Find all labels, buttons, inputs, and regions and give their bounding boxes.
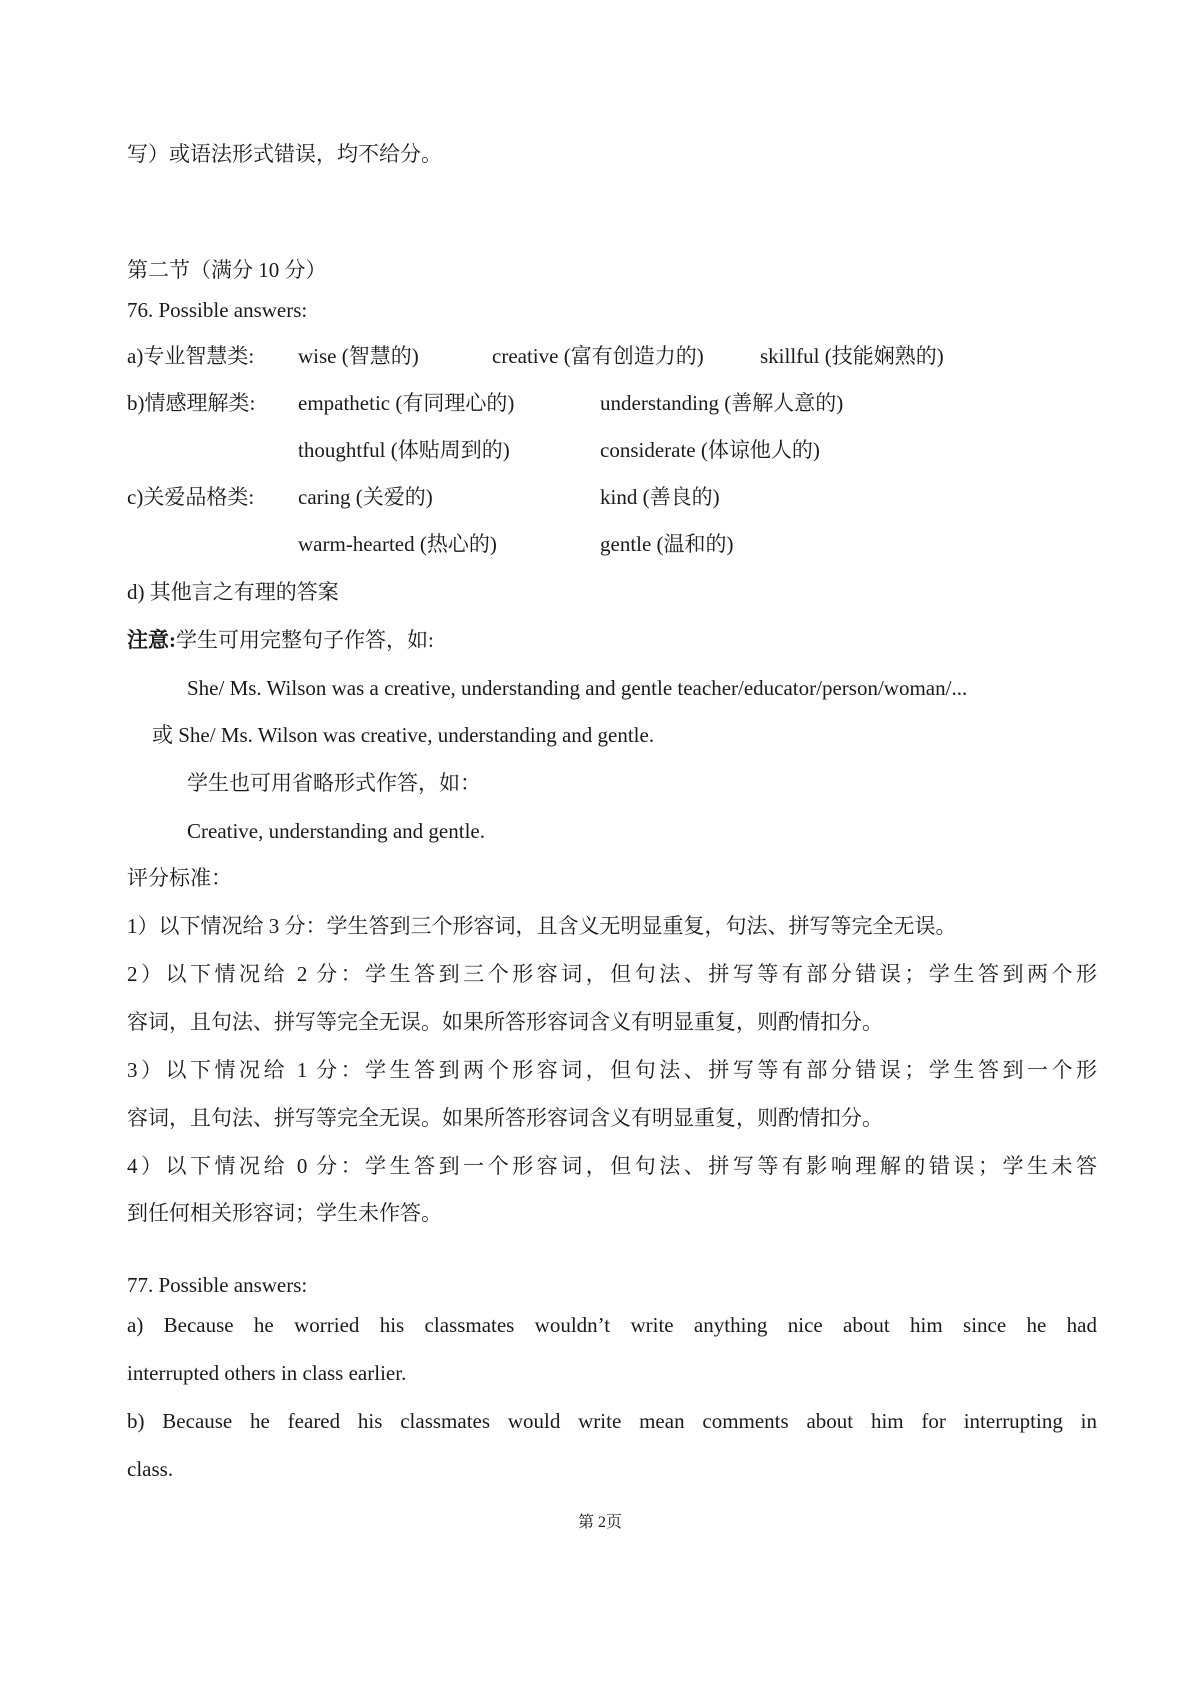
category-b-item: thoughtful (体贴周到的)	[298, 438, 510, 462]
category-a-item: creative (富有创造力的)	[492, 344, 704, 368]
q77-answer-a-line1: a) Because he worried his classmates wouldn’t write anything nice about him since he had	[127, 1313, 1097, 1337]
criteria-line: 到任何相关形容词；学生未作答。	[127, 1201, 442, 1225]
criteria-line: 容词，且句法、拼写等完全无误。如果所答形容词含义有明显重复，则酌情扣分。	[127, 1010, 883, 1034]
criteria-line: 2）以下情况给 2 分：学生答到三个形容词，但句法、拼写等有部分错误；学生答到两个形	[127, 962, 1097, 986]
category-c-item: caring (关爱的)	[298, 485, 433, 509]
category-b-label: b)情感理解类:	[127, 391, 256, 415]
note-example-2: 或 She/ Ms. Wilson was creative, understanding and gentle.	[152, 723, 655, 747]
category-c-item: warm-hearted (热心的)	[298, 532, 497, 556]
note-example-3: Creative, understanding and gentle.	[187, 819, 485, 843]
category-a-item: skillful (技能娴熟的)	[760, 344, 944, 368]
page-number: 第 2页	[577, 1514, 622, 1531]
category-a-label: a)专业智慧类:	[127, 344, 255, 368]
q76-label: 76. Possible answers:	[127, 298, 308, 322]
q77-answer-b-line1: b) Because he feared his classmates would write mean comments about him for interrupting in	[127, 1409, 1097, 1433]
q77-label: 77. Possible answers:	[127, 1273, 308, 1297]
note-label: 注意:	[127, 628, 176, 652]
criteria-line: 4）以下情况给 0 分：学生答到一个形容词，但句法、拼写等有影响理解的错误；学生未答	[127, 1154, 1097, 1178]
q77-answer-b-line2: class.	[127, 1457, 174, 1481]
category-a-item: wise (智慧的)	[298, 344, 419, 368]
criteria-line: 3）以下情况给 1 分：学生答到两个形容词，但句法、拼写等有部分错误；学生答到一个形	[127, 1058, 1097, 1082]
category-d: d) 其他言之有理的答案	[127, 580, 339, 604]
category-b-item: considerate (体谅他人的)	[600, 438, 820, 462]
criteria-line: 容词，且句法、拼写等完全无误。如果所答形容词含义有明显重复，则酌情扣分。	[127, 1106, 883, 1130]
top-continuation-line: 写）或语法形式错误，均不给分。	[127, 142, 442, 166]
note-text: 学生可用完整句子作答，如:	[176, 628, 434, 652]
category-c-label: c)关爱品格类:	[127, 485, 255, 509]
category-b-item: empathetic (有同理心的)	[298, 391, 515, 415]
category-c-item: gentle (温和的)	[600, 532, 734, 556]
section-heading: 第二节（满分 10 分）	[127, 258, 327, 282]
category-c-item: kind (善良的)	[600, 485, 720, 509]
note-line	[127, 626, 434, 654]
category-b-item: understanding (善解人意的)	[600, 391, 844, 415]
note-text-2: 学生也可用省略形式作答，如：	[187, 771, 481, 795]
criteria-line: 1）以下情况给 3 分：学生答到三个形容词，且含义无明显重复，句法、拼写等完全无误。	[127, 914, 957, 938]
q77-answer-a-line2: interrupted others in class earlier.	[127, 1361, 407, 1385]
criteria-title: 评分标准：	[127, 866, 232, 890]
note-example-1: She/ Ms. Wilson was a creative, understanding and gentle teacher/educator/person/woman/...	[187, 676, 968, 700]
